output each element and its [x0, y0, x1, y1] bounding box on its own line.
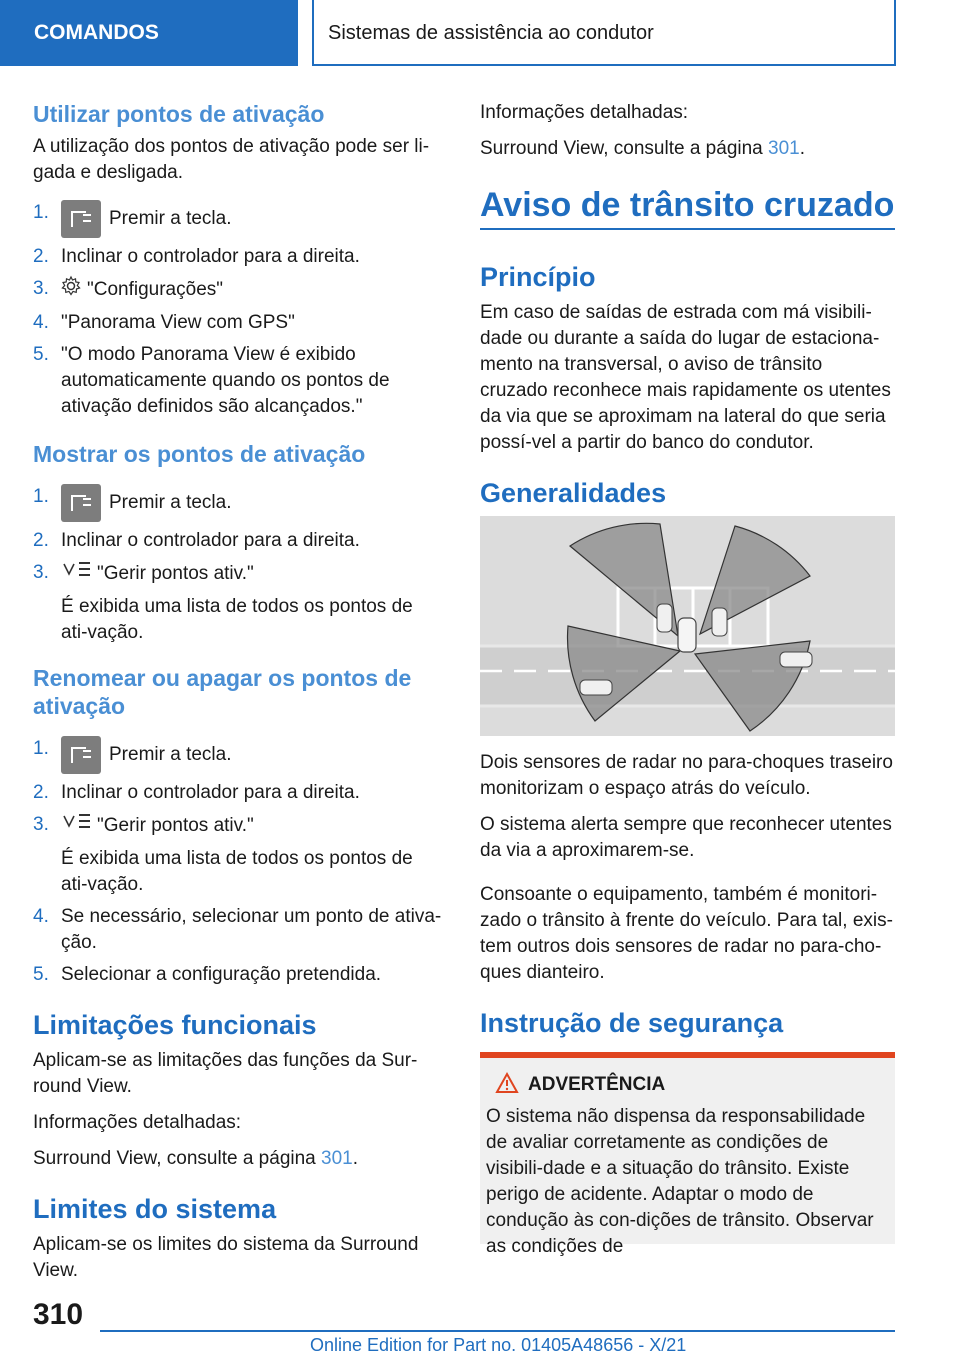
heading-use-points: Utilizar pontos de ativação [33, 101, 325, 127]
list-item [33, 962, 443, 988]
heading-general: Generalidades [480, 478, 667, 508]
paragraph-general-3: Consoante o equipamento, também é monitori-zado o trânsito à frente do veículo. Para tal, exis-tem outros dois sensores de radar no para-cho-ques dianteiro. [480, 884, 893, 983]
chapter-title: Sistemas de assistência ao condutor [312, 0, 896, 66]
location-list-icon [61, 812, 91, 840]
reference-text: Surround View, consulte a página [480, 138, 769, 159]
list-item [33, 244, 443, 270]
heading-principle: Princípio [480, 262, 596, 292]
step-number: 5. [33, 964, 49, 985]
reference-suffix: . [799, 138, 805, 159]
paragraph-principle: Em caso de saídas de estrada com má visibili-dade ou durante a saída do lugar de estaciona-mento na transversal, o aviso de trânsito cruzado reconhece mais rapidamente os utentes da via que se aproximam na lateral do que seria possí-vel a partir do banco do condutor. [480, 302, 891, 453]
step-text: Premir a tecla. [109, 208, 232, 230]
step-text: "Panorama View com GPS" [61, 312, 295, 333]
step-number: 3. [33, 562, 49, 583]
rename-steps-list [33, 736, 443, 988]
step-text: "O modo Panorama View é exibido automaticamente quando os pontos de ativação definidos são alcançados." [61, 344, 390, 417]
step-number: 1. [33, 738, 49, 759]
paragraph-reference [33, 1146, 443, 1172]
step-text: Se necessário, selecionar um ponto de ativa-ção. [61, 906, 442, 953]
list-item [33, 736, 443, 774]
main-heading: Aviso de trânsito cruzado [480, 182, 895, 230]
menu-button-icon [61, 200, 101, 238]
list-item [33, 342, 443, 420]
radar-diagram [480, 516, 895, 736]
warning-triangle-icon [496, 1074, 528, 1095]
right-column [480, 100, 895, 1257]
show-steps-list [33, 484, 443, 646]
page-link[interactable]: 301 [768, 138, 800, 159]
warning-title [486, 1072, 889, 1098]
step-number: 2. [33, 782, 49, 803]
paragraph-general-2: O sistema alerta sempre que reconhecer utentes da via a aproximarem-se. [480, 814, 892, 861]
step-number: 3. [33, 278, 49, 299]
edition-text: Online Edition for Part no. 01405A48656 - X/21 [310, 1335, 687, 1355]
list-item [33, 484, 443, 522]
step-number: 5. [33, 344, 49, 365]
page-header [0, 0, 960, 66]
reference-text: Surround View, consulte a página [33, 1148, 322, 1169]
heading-safety: Instrução de segurança [480, 1008, 784, 1038]
step-text: "Gerir pontos ativ." [97, 815, 254, 837]
step-number: 2. [33, 246, 49, 267]
step-number: 4. [33, 312, 49, 333]
paragraph-info: Informações detalhadas: [480, 102, 689, 123]
left-column [33, 100, 443, 1294]
step-text: Inclinar o controlador para a direita. [61, 782, 360, 803]
paragraph-info: Informações detalhadas: [33, 1112, 242, 1133]
step-text: Premir a tecla. [109, 492, 232, 514]
section-label: COMANDOS [0, 0, 298, 66]
step-text: "Configurações" [87, 279, 224, 301]
list-item [33, 310, 443, 336]
warning-box [480, 1052, 895, 1257]
step-text: "Gerir pontos ativ." [97, 563, 254, 585]
location-list-icon [61, 560, 91, 588]
list-item [33, 780, 443, 806]
warning-label: ADVERTÊNCIA [528, 1074, 666, 1095]
gear-icon [61, 276, 81, 304]
reference-suffix: . [352, 1148, 358, 1169]
paragraph-use-points: A utilização dos pontos de ativação pode ser li-gada e desligada. [33, 136, 430, 183]
heading-limitations: Limitações funcionais [33, 1010, 317, 1040]
menu-button-icon [61, 736, 101, 774]
warning-text: O sistema não dispensa da responsabilidade de avaliar corretamente as condições de visibili-dade e a situação do trânsito. Existe perigo de acidente. Adaptar o modo de condução às con-dições de trânsito. Observar as condições de [486, 1106, 874, 1257]
footer-divider [100, 1330, 895, 1332]
step-number: 1. [33, 486, 49, 507]
step-subtext: É exibida uma lista de todos os pontos de ati-vação. [61, 848, 413, 895]
step-subtext: É exibida uma lista de todos os pontos de ati-vação. [61, 596, 413, 643]
step-number: 4. [33, 906, 49, 927]
list-item [33, 276, 443, 304]
heading-rename-points: Renomear ou apagar os pontos de ativação [33, 665, 412, 719]
heading-system-limits: Limites do sistema [33, 1194, 277, 1224]
paragraph-system-limits: Aplicam-se os limites do sistema da Surround View. [33, 1234, 419, 1281]
step-text: Premir a tecla. [109, 744, 232, 766]
list-item [33, 528, 443, 554]
list-item [33, 904, 443, 956]
list-item [33, 560, 443, 646]
page-number: 310 [33, 1298, 84, 1331]
heading-show-points: Mostrar os pontos de ativação [33, 441, 366, 467]
list-item [33, 200, 443, 238]
list-item [33, 812, 443, 898]
paragraph-limitations: Aplicam-se as limitações das funções da Sur-round View. [33, 1050, 418, 1097]
step-number: 1. [33, 202, 49, 223]
step-number: 2. [33, 530, 49, 551]
page-link[interactable]: 301 [321, 1148, 353, 1169]
step-text: Selecionar a configuração pretendida. [61, 964, 382, 985]
cross-traffic-illustration [480, 516, 895, 736]
paragraph-reference [480, 136, 895, 162]
step-text: Inclinar o controlador para a direita. [61, 246, 360, 267]
step-number: 3. [33, 814, 49, 835]
step-text: Inclinar o controlador para a direita. [61, 530, 360, 551]
menu-button-icon [61, 484, 101, 522]
use-steps-list [33, 200, 443, 420]
paragraph-general-1: Dois sensores de radar no para-choques traseiro monitorizam o espaço atrás do veículo. [480, 752, 893, 799]
